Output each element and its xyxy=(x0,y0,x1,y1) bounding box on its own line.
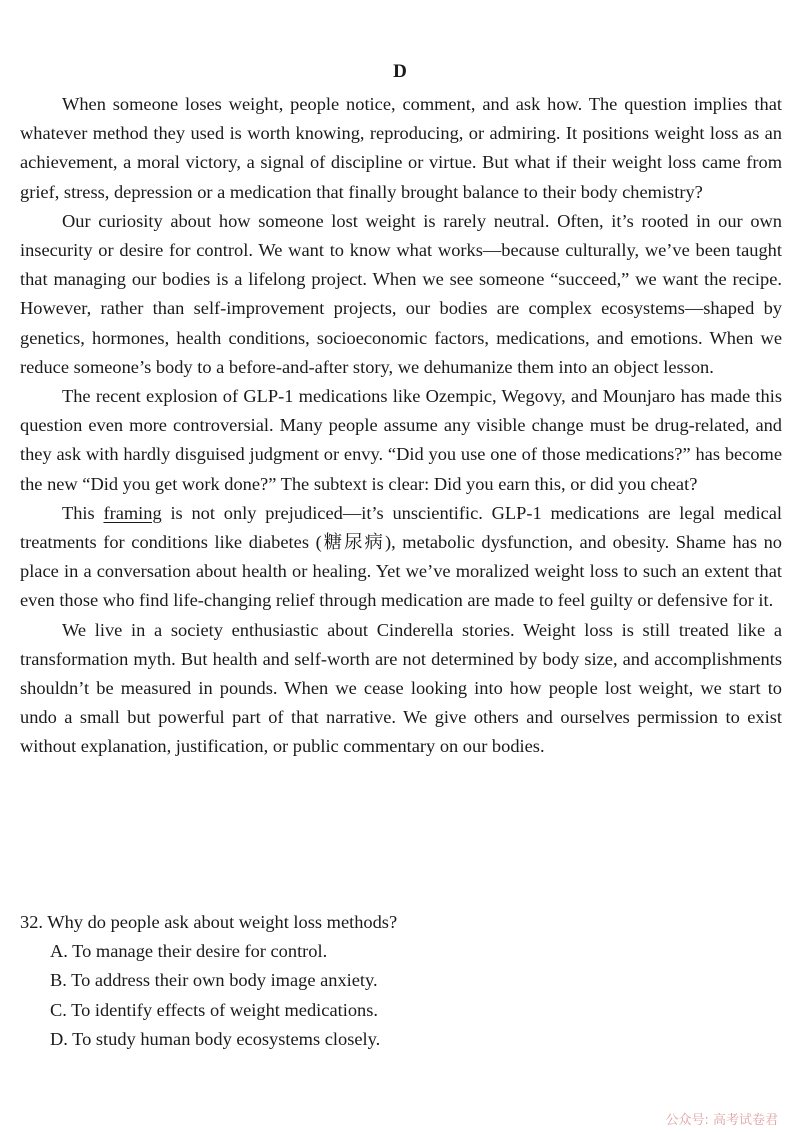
option-b[interactable]: B. To address their own body image anxiety. xyxy=(50,970,378,991)
paragraph-1: When someone loses weight, people notice, comment, and ask how. The question implies that whatever method they used is worth knowing, reproducing, or admiring. It positions weight loss as an achievement, a moral victory, a signal of discipline or virtue. But what if their weight loss came from grief, stress, depression or a medication that finally brought balance to their body chemistry? xyxy=(20,94,782,202)
paragraph-4-rest: is not only prejudiced—it’s unscientific. GLP-1 medications are legal medical treatments for conditions like diabetes (糖尿病), metabolic dysfunction, and obesity. Shame has no place in a conversation about health or healing. Yet we’ve moralized weight loss to such an extent that even those who find life-changing relief through medication are made to feel guilty or defensive for it. xyxy=(20,502,783,611)
paragraph-3: The recent explosion of GLP-1 medications like Ozempic, Wegovy, and Mounjaro has made this question even more controversial. Many people assume any visible change must be drug-related, and they ask with hardly disguised judgment or envy. “Did you use one of those medications?” has become the new “Did you get work done?” The subtext is clear: Did you earn this, or did you cheat? xyxy=(20,386,782,494)
question-32 xyxy=(20,908,782,1054)
reading-passage xyxy=(20,90,782,762)
paragraph-4-lead: This xyxy=(62,502,104,523)
option-a[interactable]: A. To manage their desire for control. xyxy=(50,941,328,962)
question-stem: 32. Why do people ask about weight loss methods? xyxy=(20,912,398,932)
option-d[interactable]: D. To study human body ecosystems closely. xyxy=(50,1028,381,1049)
underlined-word-framing: framing xyxy=(103,502,162,523)
paragraph-5: We live in a society enthusiastic about Cinderella stories. Weight loss is still treated like a transformation myth. But health and self-worth are not determined by body size, and accomplishments shouldn’t be measured in pounds. When we cease looking into how people lost weight, we start to undo a small but powerful part of that narrative. We give others and ourselves permission to exist without explanation, justification, or public commentary on our bodies. xyxy=(20,619,782,757)
paragraph-4 xyxy=(20,499,782,616)
watermark-text: 公众号: 高考试卷君 xyxy=(665,1113,778,1128)
section-title: D xyxy=(393,61,407,82)
paragraph-2: Our curiosity about how someone lost weight is rarely neutral. Often, it’s rooted in our own insecurity or desire for control. We want to know what works—because culturally, we’ve been taught that managing our bodies is a lifelong project. When we see someone “succeed,” we want the recipe. However, rather than self-improvement projects, our bodies are complex ecosystems—shaped by genetics, hormones, health conditions, socioeconomic factors, medications, and emotions. When we reduce someone’s body to a before-and-after story, we dehumanize them into an object lesson. xyxy=(20,210,782,377)
option-c[interactable]: C. To identify effects of weight medications. xyxy=(50,999,378,1020)
